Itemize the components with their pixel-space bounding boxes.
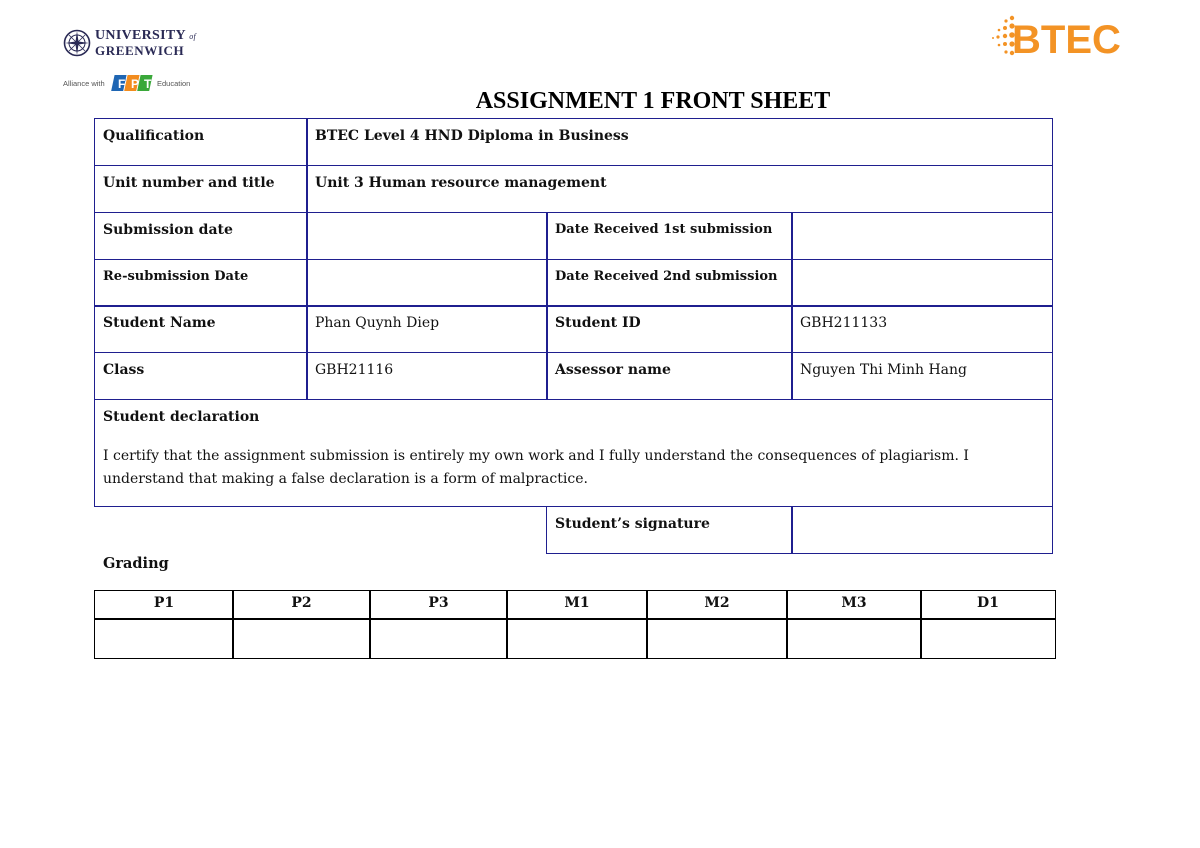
student-id-field[interactable] [791,305,1053,353]
grade-header-p2: P2 [232,590,371,620]
student-name-field[interactable] [306,305,548,353]
unit-label-cell [94,165,308,213]
student-id-label-cell [546,305,793,353]
grade-cell-d1[interactable] [920,618,1056,659]
grade-header-m3: M3 [786,590,922,620]
grade-cell-p3[interactable] [369,618,508,659]
qualification-label: Qualification [103,128,205,144]
grade-header-m1: M1 [506,590,648,620]
svg-text:F: F [118,77,126,91]
page-title: ASSIGNMENT 1 FRONT SHEET [475,88,831,114]
grade-cell-m2[interactable] [646,618,788,659]
alliance-suffix: Education [157,79,191,88]
greenwich-wordmark: GREENWICH [95,43,185,58]
grade-cell-p2[interactable] [232,618,371,659]
date-received-1-field[interactable] [791,212,1053,260]
qualification-value-cell [306,118,1053,166]
date-received-2-label-cell [546,259,793,307]
svg-text:T: T [144,77,152,91]
date-received-1-label-cell [546,212,793,260]
grade-header-d1: D1 [920,590,1056,620]
university-of-greenwich-logo [63,27,203,61]
grading-label: Grading [103,555,169,572]
resubmission-date-label: Re-submission Date [103,269,249,284]
submission-date-field[interactable] [306,212,548,260]
class-field[interactable] [306,352,548,400]
university-wordmark: UNIVERSITY of [95,28,197,43]
grade-header-m2: M2 [646,590,788,620]
signature-label: Student’s signature [555,516,710,532]
svg-text:P: P [131,77,140,91]
signature-label-cell [546,506,793,554]
student-declaration [94,399,1053,507]
alliance-prefix: Alliance with [63,79,105,88]
student-name-value: Phan Quynh Diep [315,315,440,331]
class-label: Class [103,362,145,378]
date-received-2-field[interactable] [791,259,1053,307]
student-name-label-cell [94,305,308,353]
btec-wordmark: BTEC [1012,18,1121,62]
grade-cell-p1[interactable] [94,618,234,659]
qualification-value: BTEC Level 4 HND Diploma in Business [315,128,629,144]
assessor-value: Nguyen Thi Minh Hang [800,362,968,378]
unit-label: Unit number and title [103,175,275,191]
submission-date-label: Submission date [103,222,233,238]
date-received-1-label: Date Received 1st submission [555,222,773,237]
grade-header-p3: P3 [369,590,508,620]
assessor-field[interactable] [791,352,1053,400]
grade-cell-m1[interactable] [506,618,648,659]
student-name-label: Student Name [103,315,216,331]
assessor-label-cell [546,352,793,400]
btec-logo [990,12,1140,67]
student-id-value: GBH211133 [800,315,888,331]
qualification-label-cell [94,118,308,166]
student-id-label: Student ID [555,315,641,331]
class-value: GBH21116 [315,362,394,378]
declaration-text: I certify that the assignment submission is entirely my own work and I fully understand the consequences of plagiarism. I understand that making a false declaration is a form of malpractice. [103,448,969,487]
submission-date-label-cell [94,212,308,260]
unit-value-cell [306,165,1053,213]
resubmission-date-field[interactable] [306,259,548,307]
grade-cell-m3[interactable] [786,618,922,659]
grade-header-p1: P1 [94,590,234,620]
declaration-title: Student declaration [103,409,260,425]
resubmission-date-label-cell [94,259,308,307]
unit-value: Unit 3 Human resource management [315,175,607,191]
greenwich-crest-icon [63,29,91,57]
signature-field[interactable] [791,506,1053,554]
class-label-cell [94,352,308,400]
assessor-label: Assessor name [555,362,671,378]
date-received-2-label: Date Received 2nd submission [555,269,778,284]
